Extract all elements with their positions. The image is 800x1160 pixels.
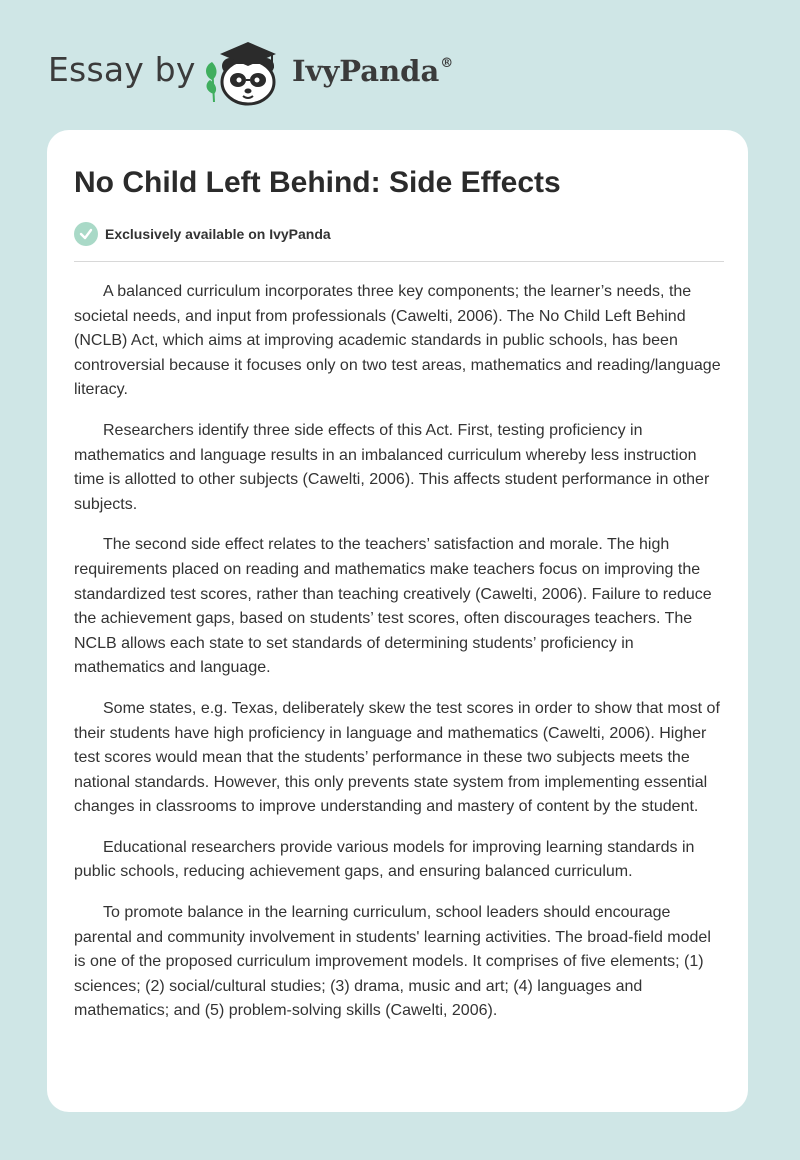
divider <box>74 261 724 262</box>
essay-card <box>47 130 748 1112</box>
brand-prefix: Essay by <box>48 50 196 89</box>
brand-name[interactable] <box>292 54 453 88</box>
essay-body <box>74 280 724 1040</box>
check-icon <box>74 222 98 246</box>
panda-logo-icon[interactable] <box>200 36 296 110</box>
paragraph: A balanced curriculum incorporates three key components; the learner’s needs, the societal needs, and input from professionals (Cawelti, 2006). The No Child Left Behind (NCLB) Act, which aims at improving academic standards in public schools, has been controversial because it focuses only on two test areas, mathematics and reading/language literacy. <box>74 283 721 399</box>
paragraph: Educational researchers provide various models for improving learning standards in public schools, reducing achievement gaps, and ensuring balanced curriculum. <box>74 838 695 881</box>
paragraph: Some states, e.g. Texas, deliberately skew the test scores in order to show that most of their students have high proficiency in language and mathematics (Cawelti, 2006). Higher test scores would mean that the students’ performance in these two subjects meets the national standards. However, this only prevents state system from implementing essential changes in classrooms to improve understanding and mastery of content by the student. <box>74 699 720 816</box>
exclusive-badge <box>74 220 331 248</box>
site-header <box>0 0 800 130</box>
registered-mark: ® <box>440 56 454 71</box>
brand-name-text: IvyPanda <box>292 54 440 88</box>
paragraph: Researchers identify three side effects of this Act. First, testing proficiency in mathematics and language results in an imbalanced curriculum whereby less instruction time is allotted to other subjects (Cawelti, 2006). This affects student performance in other subjects. <box>74 421 710 513</box>
page-title: No Child Left Behind: Side Effects <box>74 166 561 199</box>
paragraph: To promote balance in the learning curriculum, school leaders should encourage parental and community involvement in students' learning activities. The broad-field model is one of the proposed curriculum improvement models. It comprises of five elements; (1) sciences; (2) social/cultural studies; (3) drama, music and art; (4) languages and mathematics; and (5) problem-solving skills (Cawelti, 2006). <box>74 904 711 1020</box>
leaf-icon <box>206 62 217 102</box>
badge-label: Exclusively available on IvyPanda <box>105 226 331 242</box>
paragraph: The second side effect relates to the teachers’ satisfaction and morale. The high requirements placed on reading and mathematics make teachers focus on improving the standardized test scores, rather than teaching creatively (Cawelti, 2006). Failure to reduce the achievement gaps, based on students’ test scores, often discourages teachers. The NCLB allows each state to set standards of determining students’ proficiency in mathematics and language. <box>74 536 712 677</box>
